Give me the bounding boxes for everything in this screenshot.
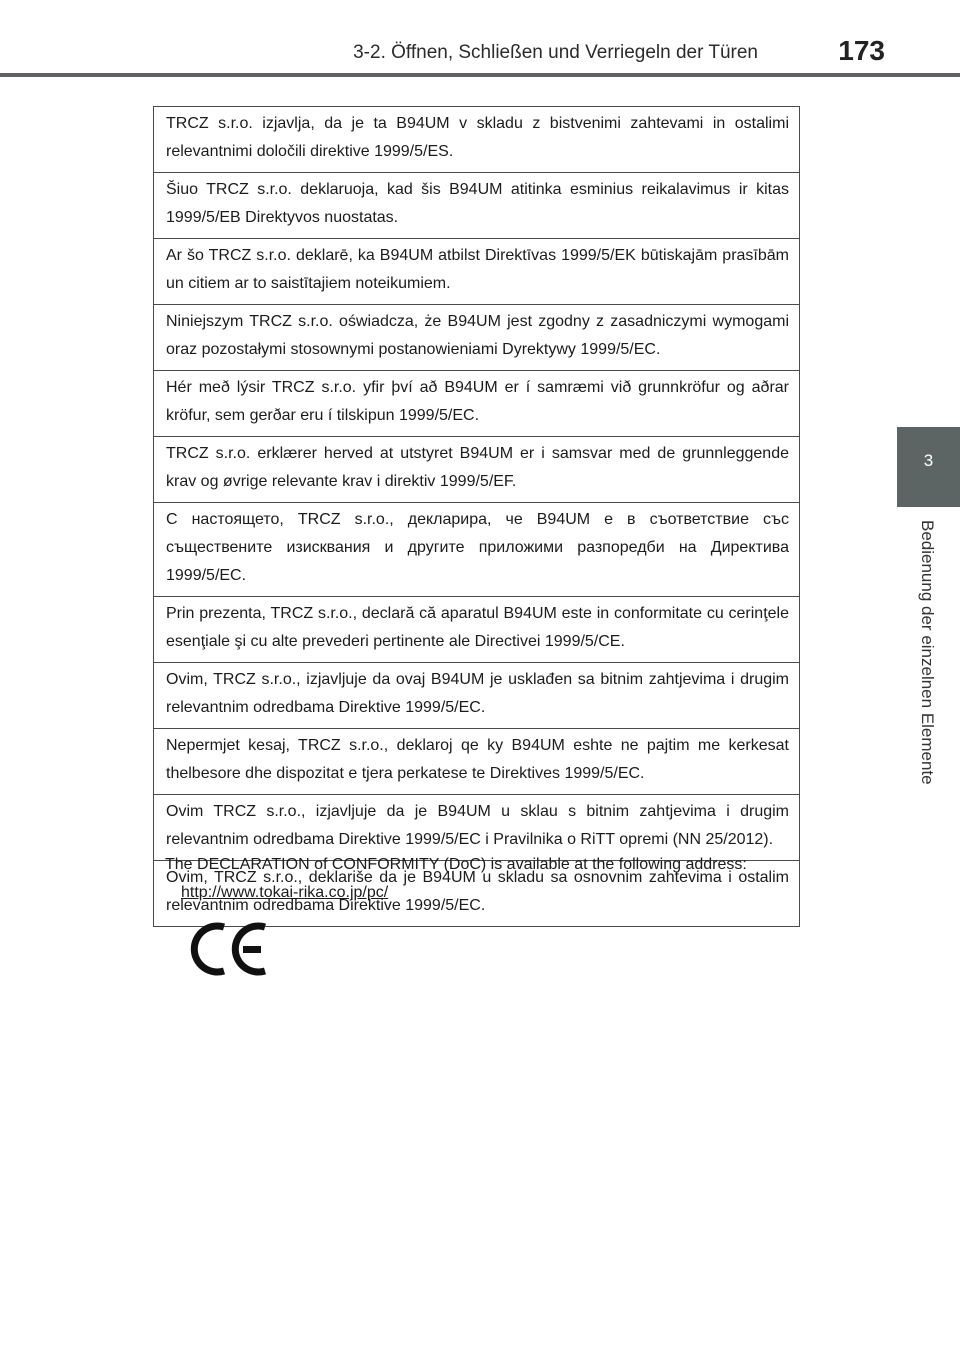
declaration-row-icelandic: Hér með lýsir TRCZ s.r.o. yfir því að B94UM er í samræmi við grunnkröfur og aðrar kröfur, sem gerðar eru í tilskipun 1999/5/EC. <box>154 370 799 436</box>
ce-mark-icon <box>190 920 270 978</box>
doc-url-link[interactable]: http://www.tokai-rika.co.jp/pc/ <box>181 884 389 901</box>
declaration-row-bulgarian: С настоящето, TRCZ s.r.o., декларира, че B94UM е в съответствие със съществените изисквания и другите приложими разпоредби на Директива 1999/5/EC. <box>154 502 799 596</box>
declaration-table <box>153 106 800 927</box>
declaration-row-polish: Niniejszym TRCZ s.r.o. oświadcza, że B94UM jest zgodny z zasadniczymi wymogami oraz pozostałymi stosownymi postanowieniami Dyrektywy 1999/5/EC. <box>154 304 799 370</box>
doc-statement: The DECLARATION of CONFORMITY (DoC) is available at the following address: <box>165 856 747 873</box>
declaration-row-slovenian: TRCZ s.r.o. izjavlja, da je ta B94UM v skladu z bistvenimi zahtevami in ostalimi relevantnimi določili direktive 1999/5/ES. <box>166 115 789 160</box>
chapter-number: 3 <box>923 451 934 470</box>
declaration-row-serbian: Ovim, TRCZ s.r.o., deklariše da je B94UM u skladu sa osnovnim zahtevima i ostalim relevantnim odredbama Direktive 1999/5/EC. <box>154 860 799 926</box>
declaration-row-latvian: Ar šo TRCZ s.r.o. deklarē, ka B94UM atbilst Direktīvas 1999/5/EK būtiskajām prasībām un citiem ar to saistītajiem noteikumiem. <box>154 238 799 304</box>
declaration-row-lithuanian: Šiuo TRCZ s.r.o. deklaruoja, kad šis B94UM atitinka esminius reikalavimus ir kitas 1999/5/EB Direktyvos nuostatas. <box>154 172 799 238</box>
declaration-row-norwegian: TRCZ s.r.o. erklærer herved at utstyret B94UM er i samsvar med de grunnleggende krav og øvrige relevante krav i direktiv 1999/5/EF. <box>154 436 799 502</box>
page-header <box>0 0 960 76</box>
chapter-tab <box>897 427 960 507</box>
header-rule <box>0 73 960 77</box>
section-title: 3-2. Öffnen, Schließen und Verriegeln der Türen <box>353 42 758 63</box>
declaration-row-bosnian: Ovim, TRCZ s.r.o., izjavljuje da ovaj B94UM je usklađen sa bitnim zahtjevima i drugim relevantnim odredbama Direktive 1999/5/EC. <box>154 662 799 728</box>
declaration-row-croatian: Ovim TRCZ s.r.o., izjavljuje da je B94UM u sklau s bitnim zahtjevima i drugim relevantnim odredbama Direktive 1999/5/EC i Pravilnika o RiTT opremi (NN 25/2012). <box>154 794 799 860</box>
declaration-row-romanian: Prin prezenta, TRCZ s.r.o., declară că aparatul B94UM este in conformitate cu cerinţele esenţiale şi cu alte prevederi pertinente ale Directivei 1999/5/CE. <box>154 596 799 662</box>
page-number: 173 <box>838 35 885 66</box>
chapter-label: Bedienung der einzelnen Elemente <box>918 520 937 785</box>
declaration-row-albanian: Nepermjet kesaj, TRCZ s.r.o., deklaroj qe ky B94UM eshte ne pajtim me kerkesat thelbesore dhe dispozitat e tjera perkatese te Direktives 1999/5/EC. <box>154 728 799 794</box>
